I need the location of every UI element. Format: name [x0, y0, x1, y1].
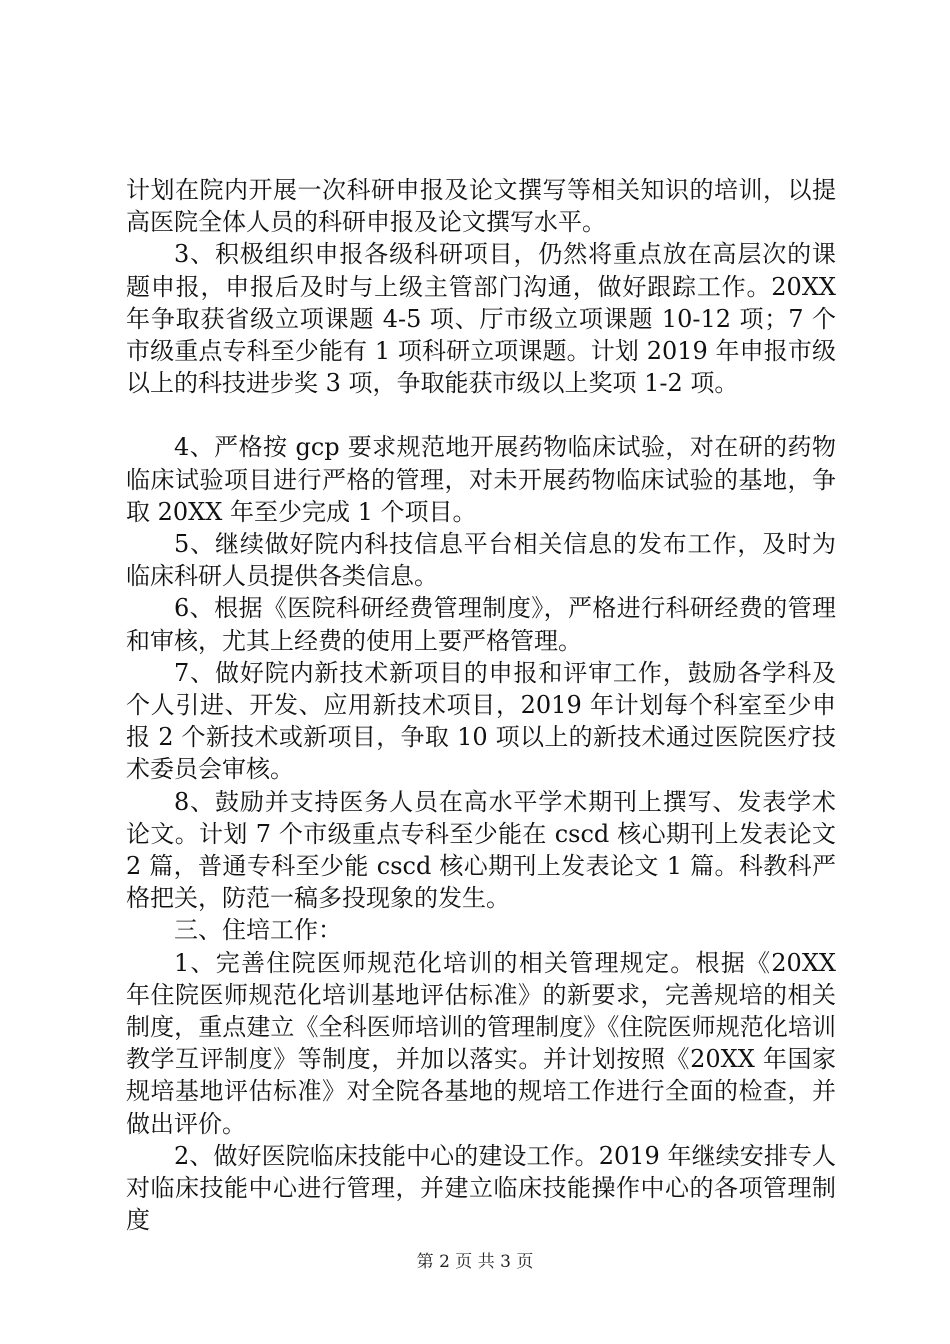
paragraph-residency-item-2: 2、做好医院临床技能中心的建设工作。2019 年继续安排专人对临床技能中心进行管理，并建立临床技能操作中心的各项管理制度	[126, 1141, 836, 1235]
paragraph-item-5: 5、继续做好院内科技信息平台相关信息的发布工作，及时为临床科研人员提供各类信息。	[126, 530, 836, 591]
section-heading-residency-training: 三、住培工作：	[174, 916, 342, 945]
document-body	[126, 174, 836, 1237]
paragraph-item-4: 4、严格按 gcp 要求规范地开展药物临床试验，对在研的药物临床试验项目进行严格的管理，对未开展药物临床试验的基地，争取 20XX 年至少完成 1 个项目。	[126, 433, 836, 526]
paragraph-item-3: 3、积极组织申报各级科研项目，仍然将重点放在高层次的课题申报，申报后及时与上级主管部门沟通，做好跟踪工作。20XX 年争取获省级立项课题 4-5 项、厅市级立项课题 10-12 项；7 个市级重点专科至少能有 1 项科研立项课题。计划 2019 年申报市级以上的科技进步奖 3 项，争取能获市级以上奖项 1-2 项。	[126, 240, 836, 398]
paragraph-training-plan: 计划在院内开展一次科研申报及论文撰写等相关知识的培训，以提高医院全体人员的科研申报及论文撰写水平。	[126, 176, 836, 237]
paragraph-item-6: 6、根据《医院科研经费管理制度》，严格进行科研经费的管理和审核，尤其上经费的使用上要严格管理。	[126, 594, 836, 655]
paragraph-item-7: 7、做好院内新技术新项目的申报和评审工作，鼓励各学科及个人引进、开发、应用新技术项目，2019 年计划每个科室至少申报 2 个新技术或新项目，争取 10 项以上的新技术通过医院医疗技术委员会审核。	[126, 658, 836, 784]
paragraph-item-8: 8、鼓励并支持医务人员在高水平学术期刊上撰写、发表学术论文。计划 7 个市级重点专科至少能在 cscd 核心期刊上发表论文 2 篇，普通专科至少能 cscd 核心期刊上发表论文 1 篇。科教科严格把关，防范一稿多投现象的发生。	[126, 787, 836, 913]
page-number-footer: 第 2 页 共 3 页	[416, 1252, 534, 1272]
paragraph-residency-item-1: 1、完善住院医师规范化培训的相关管理规定。根据《20XX 年住院医师规范化培训基地评估标准》的新要求，完善规培的相关制度，重点建立《全科医师培训的管理制度》《住院医师规范化培训教学互评制度》等制度，并加以落实。并计划按照《20XX 年国家规培基地评估标准》对全院各基地的规培工作进行全面的检查，并做出评价。	[126, 948, 836, 1138]
